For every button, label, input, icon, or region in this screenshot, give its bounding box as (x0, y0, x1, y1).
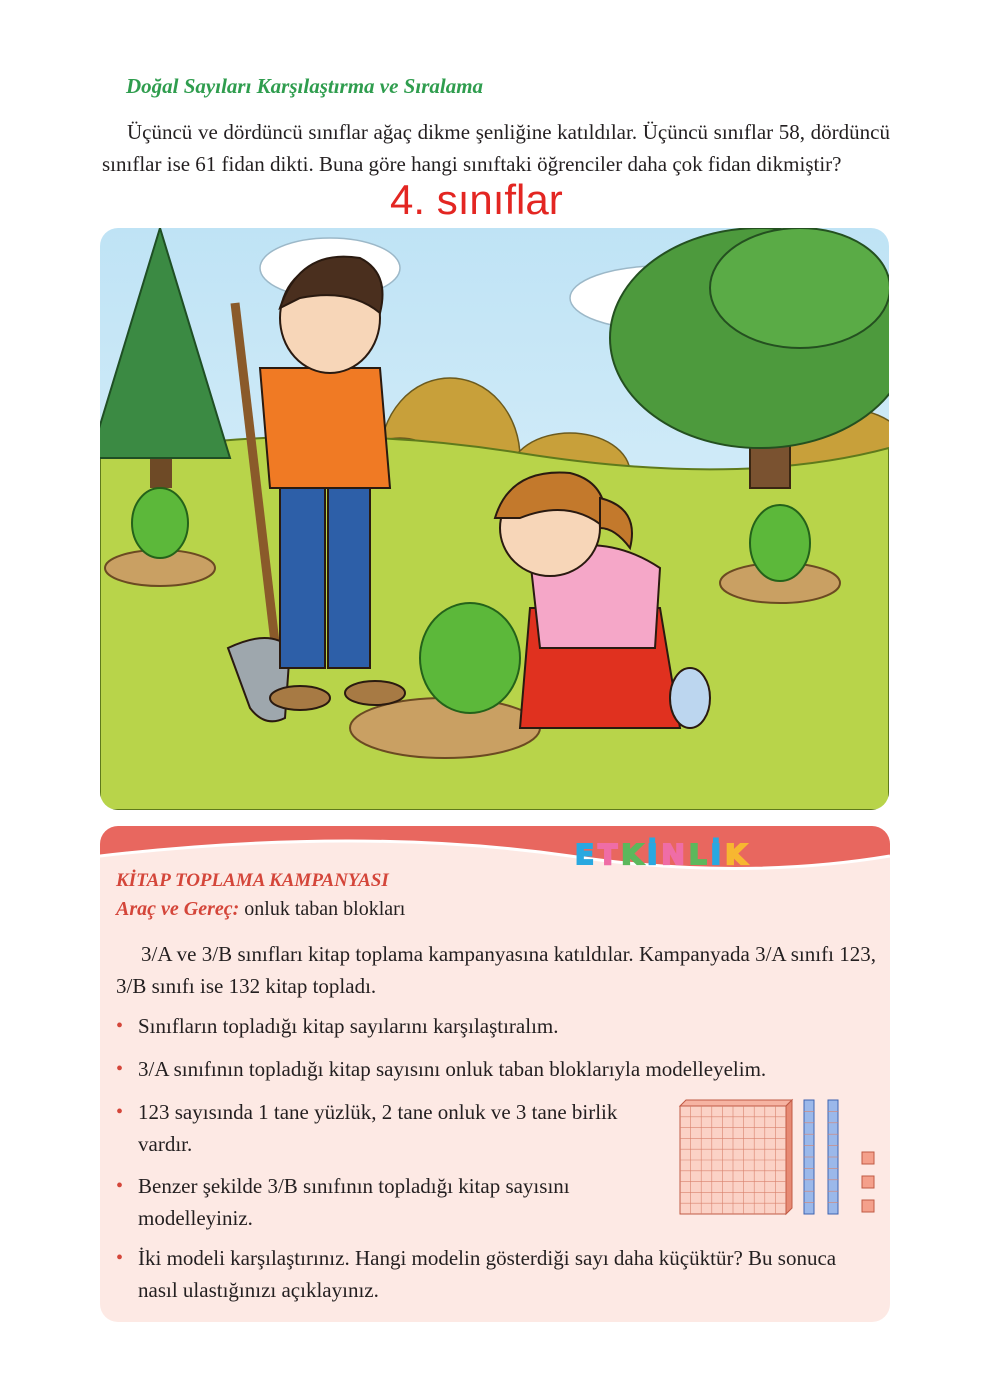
banner-letter: K (725, 838, 747, 871)
tools-value: onluk taban blokları (244, 898, 406, 920)
tools-line (116, 898, 405, 921)
list-item-text: Sınıfların topladığı kitap sayılarını karşılaştıralım. (138, 1014, 559, 1038)
bullet-dot: • (116, 1101, 124, 1123)
handwritten-answer: 4. sınıflar (390, 176, 563, 223)
banner-letter: T (598, 838, 618, 871)
base-ten-blocks (672, 1098, 882, 1220)
intro-question: Üçüncü ve dördüncü sınıflar ağaç dikme şenliğine katıldılar. Üçüncü sınıflar 58, dördüncü sınıflar ise 61 fidan dikti. Buna göre hangi sınıftaki öğrenciler daha çok fidan dikmiştir? (102, 120, 890, 176)
activity-paragraph: 3/A ve 3/B sınıfları kitap toplama kampanyasına katıldılar. Kampanyada 3/A sınıfı 123, 3/B sınıfı ise 132 kitap topladı. (116, 942, 876, 998)
bullet-dot: • (116, 1015, 124, 1037)
tree-planting-illustration (100, 228, 889, 810)
ones-cube (862, 1176, 874, 1188)
list-item-text: 3/A sınıfının topladığı kitap sayısını onluk taban bloklarıyla modelleyelim. (138, 1057, 767, 1081)
activity-box (100, 826, 890, 1322)
banner-letter: N (661, 838, 685, 871)
list-item-text: İki modeli karşılaştırınız. Hangi modelin gösterdiği sayı daha küçüktür? Bu sonuca nasıl ulastığınızı açıklayınız. (138, 1246, 837, 1302)
banner-letter: İ (646, 838, 658, 871)
bullet-dot: • (116, 1175, 124, 1197)
etkinlik-banner (575, 838, 747, 871)
banner-letter: L (688, 838, 707, 871)
ones-cube (862, 1152, 874, 1164)
bullet-dot: • (116, 1247, 124, 1269)
banner-letter: K (621, 838, 643, 871)
section-title: Doğal Sayıları Karşılaştırma ve Sıralama (126, 74, 484, 98)
banner-letter: E (575, 838, 595, 871)
tools-label: Araç ve Gereç: (116, 898, 240, 920)
campaign-title: KİTAP TOPLAMA KAMPANYASI (116, 870, 389, 891)
ones-cube (862, 1200, 874, 1212)
banner-letter: İ (710, 838, 722, 871)
list-item-text: Benzer şekilde 3/B sınıfının topladığı kitap sayısını modelleyiniz. (138, 1174, 570, 1230)
list-item-text: 123 sayısında 1 tane yüzlük, 2 tane onluk ve 3 tane birlik vardır. (138, 1100, 618, 1156)
bullet-dot: • (116, 1058, 124, 1080)
